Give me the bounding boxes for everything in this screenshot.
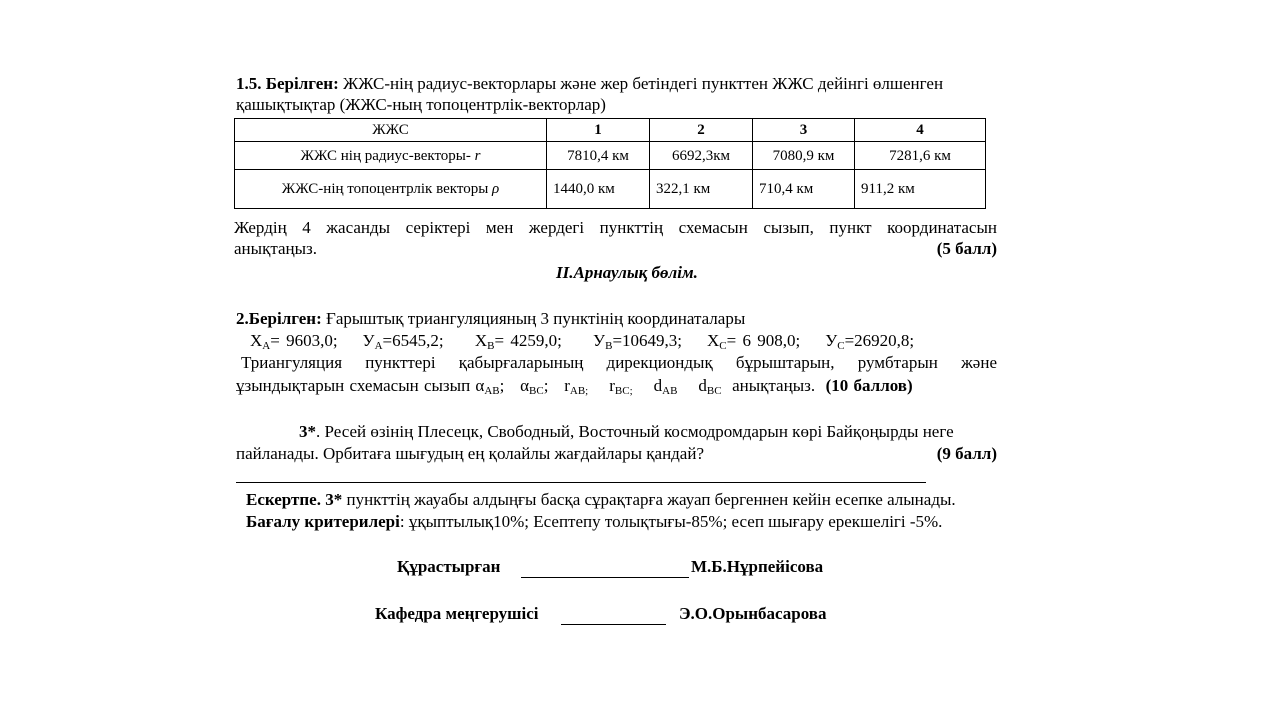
table-row — [235, 142, 986, 170]
answer-line — [236, 482, 926, 483]
given-label: Берілген: — [265, 74, 339, 93]
signature-name: Э.О.Орынбасарова — [679, 604, 827, 623]
task-2-text: ұзындықтарын схемасын сызып — [236, 376, 471, 395]
task-2-intro — [236, 309, 745, 329]
task-2-instruction: Триангуляция пункттері қабырғаларының дирекциондық бұрыштарын, румбтарын және — [241, 353, 997, 372]
symbol: $d_{AB}$ — [653, 376, 678, 397]
table-header-cell: 2 — [650, 119, 753, 142]
table-cell: 7281,6 км — [855, 142, 986, 170]
criteria-text: : ұқыптылық10%; Есептепу толықтығы-85%; есеп шығару ерекшелігі -5%. — [399, 512, 943, 531]
task-2-score: (10 баллов) — [825, 376, 913, 395]
signature-name: М.Б.Нұрпейісова — [691, 557, 824, 576]
signature-role: Кафедра меңгерушісі — [375, 604, 539, 623]
table-row-label — [235, 170, 547, 209]
table-header-cell: ЖЖС — [235, 119, 547, 142]
symbol: $d_{BC}$ — [698, 376, 722, 397]
criteria — [246, 512, 942, 532]
table-cell: 7080,9 км — [753, 142, 855, 170]
given-label: 2.Берілген: — [236, 309, 322, 328]
task-number: 1.5. — [236, 74, 262, 93]
table-row-label — [235, 142, 547, 170]
section-heading: ІІ.Арнаулық бөлім. — [556, 263, 698, 282]
task-1-5-instruction: Жердің 4 жасанды серіктері мен жердегі пункттің схемасын сызып, пункт координатасын — [234, 218, 997, 237]
table-cell: 7810,4 км — [547, 142, 650, 170]
table-header-cell: 3 — [753, 119, 855, 142]
coord: $У_B=10649,3$; — [593, 331, 682, 352]
task-text: Ғарыштық триангуляцияның 3 пунктінің координаталары — [326, 309, 746, 328]
table-header-cell: 4 — [855, 119, 986, 142]
row-symbol: r — [474, 147, 481, 164]
task-3-score: (9 балл) — [936, 444, 997, 463]
task-3-text: . Ресей өзінің Плесецк, Свободный, Восточный космодромдарын көрі Байқоңырды неге — [316, 422, 954, 441]
row-label-text: ЖЖС-нің топоцентрлік векторы — [281, 181, 489, 197]
note — [246, 490, 956, 510]
coord: $У_C=26920,8$; — [825, 331, 915, 352]
task-3-line1 — [299, 422, 954, 442]
task-1-5-line1 — [236, 74, 943, 94]
note-text: пункттің жауабы алдыңғы басқа сұрақтарға жауап бергеннен кейін есепке алынады. — [342, 490, 956, 509]
task-1-5-score: (5 балл) — [936, 239, 997, 258]
table-header-row — [235, 119, 986, 142]
task-3-line2: пайланады. Орбитаға шығудың ең қолайлы жағдайлары қандай? — [236, 444, 704, 463]
task-2-symbols-line — [236, 376, 913, 396]
task-1-5-instruction-end: анықтаңыз. — [234, 239, 317, 258]
symbol: $r_{BC;}$ — [609, 376, 633, 397]
coord: $У_A=6545,2$; — [362, 331, 444, 352]
table-row — [235, 170, 986, 209]
signature-line — [561, 624, 666, 625]
table-cell: 6692,3км — [650, 142, 753, 170]
symbol: $\alpha_{BC}$; — [520, 376, 549, 397]
table-cell: 911,2 км — [855, 170, 986, 209]
symbol: $\alpha_{AB}$; — [475, 376, 505, 397]
note-label: Ескертпе. 3* — [246, 490, 343, 509]
task-3-number: 3* — [299, 422, 316, 441]
row-symbol: ρ — [492, 181, 500, 197]
coord: $X_B= 4259,0$; — [474, 331, 562, 352]
task-2-coordinates — [250, 331, 914, 351]
gnss-table — [234, 118, 986, 209]
task-2-text-end: анықтаңыз. — [732, 376, 816, 395]
table-cell: 322,1 км — [650, 170, 753, 209]
table-cell: 710,4 км — [753, 170, 855, 209]
table-cell: 1440,0 км — [547, 170, 650, 209]
table-header-cell: 1 — [547, 119, 650, 142]
coord: $X_C= 6$ 908,0; — [707, 331, 801, 352]
row-label-text: ЖЖС нің радиус-векторы- — [300, 147, 471, 164]
task-text: ЖЖС-нің радиус-векторлары және жер бетіндегі пункттен ЖЖС дейінгі өлшенген — [343, 74, 944, 93]
signature-line — [521, 577, 689, 578]
symbol: $r_{AB;}$ — [564, 376, 589, 397]
task-1-5-line2: қашықтықтар (ЖЖС-ның топоцентрлік-векторлар) — [236, 95, 606, 114]
criteria-label: Бағалу критерилері — [246, 512, 400, 531]
coord: $X_A= 9603,0$; — [250, 331, 338, 352]
signature-role: Құрастырған — [397, 557, 501, 576]
